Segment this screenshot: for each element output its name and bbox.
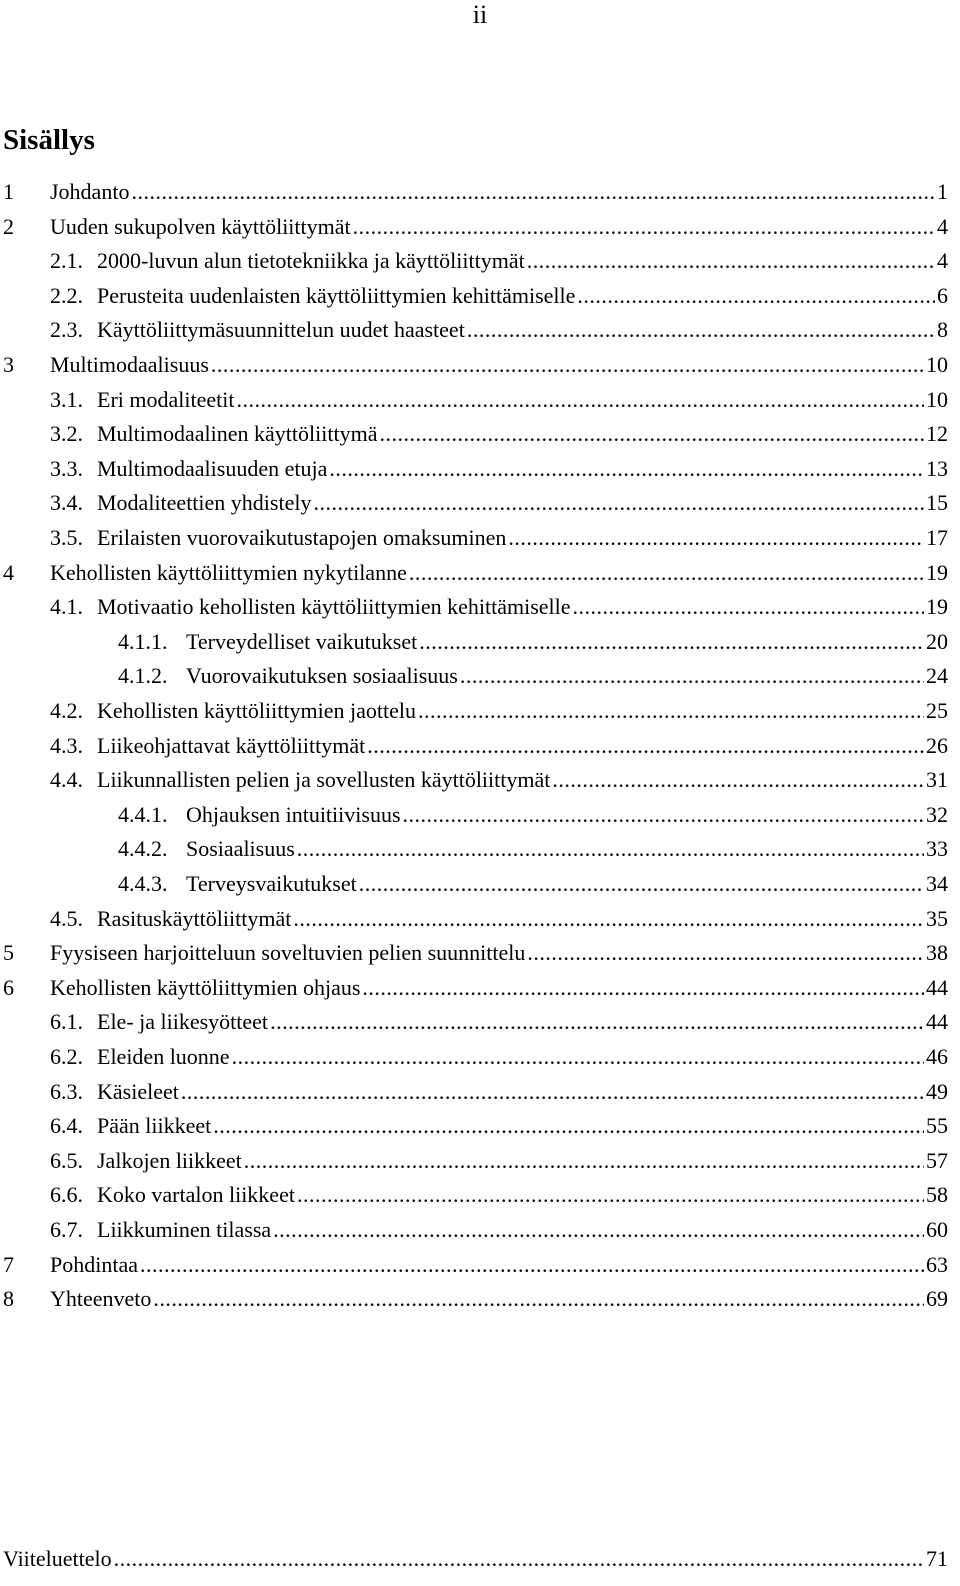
toc-leader-dots — [362, 971, 924, 1005]
toc-entry-title: Vuorovaikutuksen sosiaalisuus — [186, 663, 458, 689]
toc-entry-page: 8 — [937, 317, 948, 343]
toc-entry-title: Rasituskäyttöliittymät — [97, 905, 292, 931]
toc-leader-dots — [353, 210, 935, 244]
toc-entry-title: Viiteluettelo — [3, 1546, 112, 1571]
toc-entry-page: 19 — [926, 559, 948, 585]
toc-entry[interactable] — [0, 279, 948, 313]
toc-entry-title: Pohdintaa — [50, 1251, 138, 1277]
toc-entry-number: 8 — [3, 1286, 14, 1312]
toc-entry-number: 5 — [3, 940, 14, 966]
toc-entry[interactable] — [0, 1282, 948, 1316]
toc-entry-page: 20 — [926, 628, 948, 654]
page-number: ii — [472, 0, 488, 29]
toc-entry-page: 19 — [926, 594, 948, 620]
toc-entry[interactable] — [0, 1005, 948, 1039]
toc-leader-dots — [297, 1178, 924, 1212]
toc-leader-dots — [153, 1282, 924, 1316]
toc-entry-page: 12 — [926, 421, 948, 447]
toc-entry-page: 1 — [937, 179, 948, 204]
toc-entry-page: 57 — [926, 1147, 948, 1173]
toc-entry-title: Ohjauksen intuitiivisuus — [186, 801, 401, 827]
toc-entry-number: 3.4. — [50, 490, 83, 516]
toc-entry[interactable] — [0, 625, 948, 659]
toc-entry-page: 38 — [926, 940, 948, 966]
toc-leader-dots — [114, 1542, 924, 1576]
toc-entry-page: 60 — [926, 1217, 948, 1242]
toc-leader-dots — [359, 867, 924, 901]
toc-entry-page: 6 — [937, 282, 948, 308]
toc-entry-number: 2.2. — [50, 282, 83, 308]
toc-entry-number: 6.2. — [50, 1044, 83, 1069]
toc-leader-dots — [297, 832, 924, 866]
toc-entry-page: 17 — [926, 525, 948, 550]
toc-entry-title: Fyysiseen harjoitteluun soveltuvien pelien suunnittelu — [50, 940, 526, 966]
toc-entry-page: 31 — [926, 767, 948, 793]
toc-leader-dots — [273, 1213, 924, 1247]
toc-entry[interactable] — [0, 383, 948, 417]
toc-entry-title: Käyttöliittymäsuunnittelun uudet haasteet — [97, 317, 465, 343]
toc-entry-number: 2.1. — [50, 248, 83, 274]
toc-entry-number: 6.4. — [50, 1113, 83, 1139]
toc-entry-title: Eleiden luonne — [97, 1044, 230, 1069]
toc-entry[interactable] — [0, 1248, 948, 1282]
toc-entry-page: 49 — [926, 1078, 948, 1104]
toc-entry-number: 1 — [3, 179, 14, 204]
toc-leader-dots — [419, 625, 924, 659]
toc-entry[interactable] — [0, 1075, 948, 1109]
toc-leader-dots — [293, 902, 924, 936]
toc-entry-page: 34 — [926, 871, 948, 896]
toc-entry-title: Perusteita uudenlaisten käyttöliittymien kehittämiselle — [97, 282, 576, 308]
toc-entry[interactable] — [0, 902, 948, 936]
toc-entry[interactable] — [0, 694, 948, 728]
toc-entry-number: 6.1. — [50, 1009, 83, 1035]
toc-entry-title: Liikeohjattavat käyttöliittymät — [97, 732, 366, 758]
toc-entry-number: 6.5. — [50, 1147, 83, 1173]
toc-entry-page: 4 — [937, 213, 948, 239]
toc-entry-number: 3 — [3, 352, 14, 377]
toc-entry-title: Liikkuminen tilassa — [97, 1217, 272, 1242]
toc-leader-dots — [508, 521, 924, 555]
toc-entry-number: 4.1.2. — [118, 663, 168, 689]
toc-entry-title: Motivaatio kehollisten käyttöliittymien kehittämiselle — [97, 594, 571, 620]
toc-leader-dots — [418, 694, 924, 728]
toc-entry[interactable] — [0, 1144, 948, 1178]
toc-leader-dots — [181, 1075, 924, 1109]
toc-entry-number: 6.3. — [50, 1078, 83, 1104]
toc-leader-dots — [379, 417, 924, 451]
toc-entry-title: Johdanto — [50, 179, 130, 204]
toc-leader-dots — [403, 798, 925, 832]
toc-entry-page: 46 — [926, 1044, 948, 1069]
toc-entry-number: 4.4.2. — [118, 836, 168, 862]
toc-entry[interactable] — [0, 832, 948, 866]
toc-entry-number: 4.4. — [50, 767, 83, 793]
toc-heading: Sisällys — [3, 124, 95, 156]
toc-entry-page: 13 — [926, 455, 948, 481]
toc-entry[interactable] — [0, 936, 948, 970]
toc-entry-number: 4.4.3. — [118, 871, 168, 896]
toc-leader-dots — [211, 348, 924, 382]
toc-entry-title: Liikunnallisten pelien ja sovellusten käyttöliittymät — [97, 767, 551, 793]
toc-entry-page: 4 — [937, 248, 948, 274]
toc-entry-page: 26 — [926, 732, 948, 758]
toc-entry-page: 63 — [926, 1251, 948, 1277]
toc-entry-page: 44 — [926, 974, 948, 1000]
toc-leader-dots — [460, 659, 924, 693]
toc-entry[interactable] — [0, 729, 948, 763]
toc-entry-title: Pään liikkeet — [97, 1113, 212, 1139]
toc-entry[interactable] — [0, 798, 948, 832]
toc-leader-dots — [270, 1005, 924, 1039]
toc-entry-title: Koko vartalon liikkeet — [97, 1182, 295, 1208]
toc-leader-dots — [140, 1248, 924, 1282]
toc-entry-number: 4 — [3, 559, 14, 585]
toc-entry-title: Ele- ja liikesyötteet — [97, 1009, 269, 1035]
toc-entry[interactable] — [0, 348, 948, 382]
toc-entry-page: 35 — [926, 905, 948, 931]
toc-entry-page: 44 — [926, 1009, 948, 1035]
toc-leader-dots — [367, 729, 924, 763]
toc-entry[interactable] — [0, 1213, 948, 1247]
toc-leader-dots — [573, 590, 924, 624]
toc-entry-number: 3.1. — [50, 386, 83, 412]
toc-entry-title: Multimodaalisuuden etuja — [97, 455, 328, 481]
toc-entry[interactable] — [0, 590, 948, 624]
toc-entry-number: 4.2. — [50, 698, 83, 723]
toc-entry-title: Uuden sukupolven käyttöliittymät — [50, 213, 351, 239]
toc-entry-title: 2000-luvun alun tietotekniikka ja käyttöliittymät — [97, 248, 525, 274]
toc-entry[interactable] — [0, 175, 948, 209]
toc-entry-number: 3.2. — [50, 421, 83, 447]
toc-entry-title: Käsieleet — [97, 1078, 179, 1104]
toc-entry-title: Terveysvaikutukset — [186, 871, 357, 896]
toc-entry-page: 10 — [926, 386, 948, 412]
toc-leader-dots — [313, 486, 924, 520]
toc-entry-title: Yhteenveto — [50, 1286, 152, 1312]
toc-leader-dots — [213, 1109, 924, 1143]
toc-entry[interactable] — [0, 867, 948, 901]
toc-entry-number: 3.5. — [50, 525, 83, 550]
toc-leader-dots — [527, 244, 935, 278]
toc-entry-page: 25 — [926, 698, 948, 723]
toc-entry[interactable] — [0, 1040, 948, 1074]
toc-leader-dots — [236, 383, 924, 417]
toc-entry-title: Sosiaalisuus — [186, 836, 295, 862]
toc-entry-number: 6 — [3, 974, 14, 1000]
toc-entry-page: 32 — [926, 801, 948, 827]
toc-entry[interactable] — [0, 1178, 948, 1212]
toc-entry-title: Multimodaalinen käyttöliittymä — [97, 421, 378, 447]
toc-entry-page: 15 — [926, 490, 948, 516]
toc-entry[interactable] — [0, 1109, 948, 1143]
toc-entry-number: 2.3. — [50, 317, 83, 343]
toc-entry-number: 3.3. — [50, 455, 83, 481]
toc-entry[interactable] — [0, 244, 948, 278]
toc-entry[interactable] — [0, 210, 948, 244]
toc-entry-title: Multimodaalisuus — [50, 352, 209, 377]
toc-entry[interactable] — [0, 659, 948, 693]
toc-entry[interactable] — [0, 417, 948, 451]
toc-entry-number: 4.1. — [50, 594, 83, 620]
toc-entry-number: 4.3. — [50, 732, 83, 758]
toc-entry-page: 55 — [926, 1113, 948, 1139]
toc-entry[interactable] — [0, 313, 948, 347]
toc-entry-title: Kehollisten käyttöliittymien jaottelu — [97, 698, 416, 723]
toc-entry[interactable] — [0, 763, 948, 797]
toc-leader-dots — [232, 1040, 924, 1074]
toc-leader-dots — [329, 452, 924, 486]
toc-entry-title: Kehollisten käyttöliittymien ohjaus — [50, 974, 361, 1000]
toc-entry-number: 6.7. — [50, 1217, 83, 1242]
toc-entry-page: 71 — [926, 1546, 948, 1571]
toc-entry[interactable] — [0, 1542, 948, 1576]
toc-entry-number: 7 — [3, 1251, 14, 1277]
toc-entry-page: 24 — [926, 663, 948, 689]
toc-entry-title: Kehollisten käyttöliittymien nykytilanne — [50, 559, 407, 585]
toc-leader-dots — [409, 556, 924, 590]
toc-entry[interactable] — [0, 452, 948, 486]
toc-entry[interactable] — [0, 521, 948, 555]
toc-entry-title: Terveydelliset vaikutukset — [186, 628, 418, 654]
toc-leader-dots — [552, 763, 924, 797]
toc-entry-page: 33 — [926, 836, 948, 862]
toc-entry-title: Modaliteettien yhdistely — [97, 490, 312, 516]
toc-entry-title: Eri modaliteetit — [97, 386, 235, 412]
toc-leader-dots — [527, 936, 924, 970]
toc-entry-number: 4.4.1. — [118, 801, 168, 827]
toc-leader-dots — [577, 279, 935, 313]
toc-leader-dots — [131, 175, 935, 209]
toc-entry[interactable] — [0, 556, 948, 590]
toc-leader-dots — [244, 1144, 924, 1178]
toc-entry[interactable] — [0, 486, 948, 520]
toc-entry-number: 2 — [3, 213, 14, 239]
toc-entry-page: 58 — [926, 1182, 948, 1208]
toc-entry[interactable] — [0, 971, 948, 1005]
toc-entry-title: Erilaisten vuorovaikutustapojen omaksuminen — [97, 525, 507, 550]
toc-entry-title: Jalkojen liikkeet — [97, 1147, 242, 1173]
toc-entry-number: 4.5. — [50, 905, 83, 931]
toc-entry-number: 6.6. — [50, 1182, 83, 1208]
toc-entry-page: 10 — [926, 352, 948, 377]
toc-entry-page: 69 — [926, 1286, 948, 1312]
toc-entry-number: 4.1.1. — [118, 628, 168, 654]
toc-leader-dots — [467, 313, 935, 347]
